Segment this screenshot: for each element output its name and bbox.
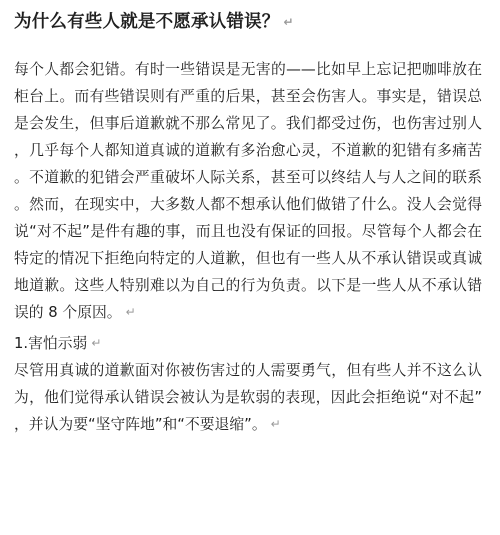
section-paragraph: [14, 357, 482, 438]
section-heading: [14, 330, 482, 357]
document-title-text: 为什么有些人就是不愿承认错误？: [14, 12, 280, 32]
body-paragraph: [14, 56, 482, 326]
paragraph-mark-icon: ↵: [125, 305, 136, 319]
section-heading-text: 1.害怕示弱: [14, 335, 88, 352]
body-paragraph-text: 每个人都会犯错。有时一些错误是无害的——比如早上忘记把咖啡放在柜台上。而有些错误则有严重的后果，甚至会伤害人。事实是，错误总是会发生，但事后道歉就不那么常见了。我们都受过伤，也伤害过别人，几乎每个人都知道真诚的道歉有多治愈心灵，不道歉的犯错有多痛苦。不道歉的犯错会严重破坏人际关系，甚至可以终结人与人之间的联系。然而，在现实中，大多数人都不想承认他们做错了什么。没人会觉得说“对不起”是件有趣的事，而且也没有保证的回报。尽管每个人都会在特定的情况下拒绝向特定的人道歉，但也有一些人从不承认错误或真诚地道歉。这些人特别难以为自己的行为负责。以下是一些人从不承认错误的 8 个原因。: [14, 61, 482, 321]
section-paragraph-text: 尽管用真诚的道歉面对你被伤害过的人需要勇气，但有些人并不这么认为，他们觉得承认错误会被认为是软弱的表现，因此会拒绝说“对不起”，并认为要“坚守阵地”和“不要退缩”。: [14, 362, 482, 433]
paragraph-mark-icon: ↵: [91, 336, 102, 350]
paragraph-mark-icon: ↵: [283, 15, 294, 29]
document-title: [14, 8, 482, 36]
paragraph-mark-icon: ↵: [270, 417, 281, 431]
